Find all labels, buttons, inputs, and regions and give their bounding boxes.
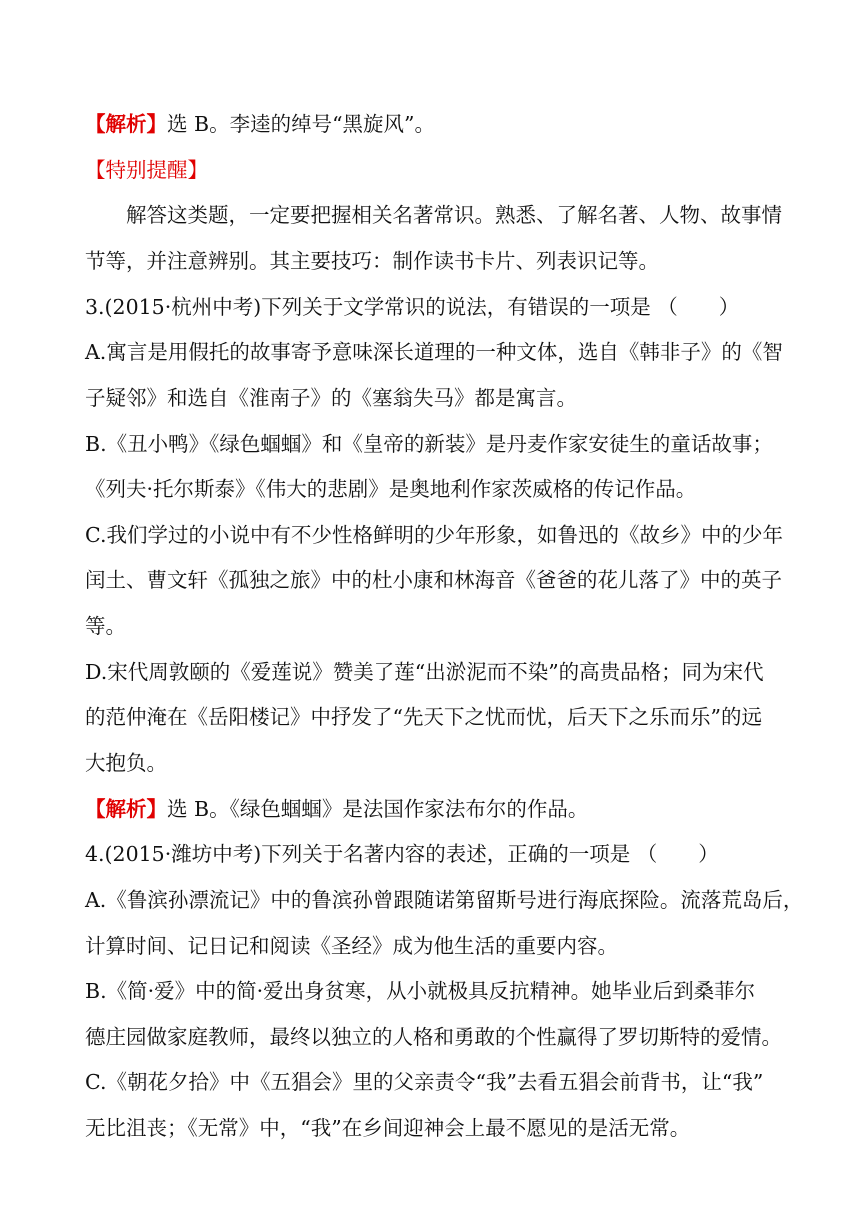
tip-paragraph-line: 解答这类题，一定要把握相关名著常识。熟悉、了解名著、人物、故事情 [126,203,782,227]
analysis-text: 选 B。李逵的绰号“黑旋风”。 [167,112,436,136]
q4-option-a-line: 计算时间、记日记和阅读《圣经》成为他生活的重要内容。 [85,934,618,958]
q4-option-c-line: 无比沮丧；《无常》中，“我”在乡间迎神会上最不愿见的是活无常。 [85,1116,691,1140]
analysis-tag: 【解析】 [85,112,167,136]
analysis-tag: 【解析】 [85,797,167,821]
question-4-stem: 4.(2015·潍坊中考)下列关于名著内容的表述，正确的一项是 （ ） [85,842,719,866]
q3-option-b-line: B.《丑小鸭》《绿色蝈蝈》和《皇帝的新装》是丹麦作家安徒生的童话故事； [85,432,773,456]
special-tip-tag: 【特别提醒】 [85,158,208,182]
q3-option-c-line: C.我们学过的小说中有不少性格鲜明的少年形象，如鲁迅的《故乡》中的少年 [85,523,783,547]
q3-option-c-line: 闰土、曹文轩《孤独之旅》中的杜小康和林海音《爸爸的花儿落了》中的英子 [85,568,782,592]
q4-option-c-line: C.《朝花夕拾》中《五猖会》里的父亲责令“我”去看五猖会前背书，让“我” [85,1070,764,1094]
special-tip-heading [85,158,208,184]
q3-option-c-line: 等。 [85,614,126,638]
tip-paragraph-line: 节等，并注意辨别。其主要技巧：制作读书卡片、列表识记等。 [85,249,659,273]
analysis-text: 选 B。《绿色蝈蝈》是法国作家法布尔的作品。 [167,797,589,821]
q4-option-b-line: B.《简·爱》中的简·爱出身贫寒，从小就极具反抗精神。她毕业后到桑菲尔 [85,979,756,1003]
q3-option-a-line: A.寓言是用假托的故事寄予意味深长道理的一种文体，选自《韩非子》的《智 [85,340,783,364]
q3-option-a-line: 子疑邻》和选自《淮南子》的《塞翁失马》都是寓言。 [85,386,577,410]
q4-option-b-line: 德庄园做家庭教师，最终以独立的人格和勇敢的个性赢得了罗切斯特的爱情。 [85,1025,782,1049]
q3-option-d-line: D.宋代周敦颐的《爱莲说》赞美了莲“出淤泥而不染”的高贵品格；同为宋代 [85,660,764,684]
q3-option-d-line: 大抱负。 [85,751,167,775]
q4-option-a-line: A.《鲁滨孙漂流记》中的鲁滨孙曾跟随诺第留斯号进行海底探险。流落荒岛后， [85,888,804,912]
analysis-line-3 [85,797,588,823]
question-3-stem: 3.(2015·杭州中考)下列关于文学常识的说法，有错误的一项是 （ ） [85,295,740,319]
q3-option-b-line: 《列夫·托尔斯泰》《伟大的悲剧》是奥地利作家茨威格的传记作品。 [85,477,697,501]
q3-option-d-line: 的范仲淹在《岳阳楼记》中抒发了“先天下之忧而忧，后天下之乐而乐”的远 [85,705,762,729]
analysis-line-1 [85,112,435,138]
